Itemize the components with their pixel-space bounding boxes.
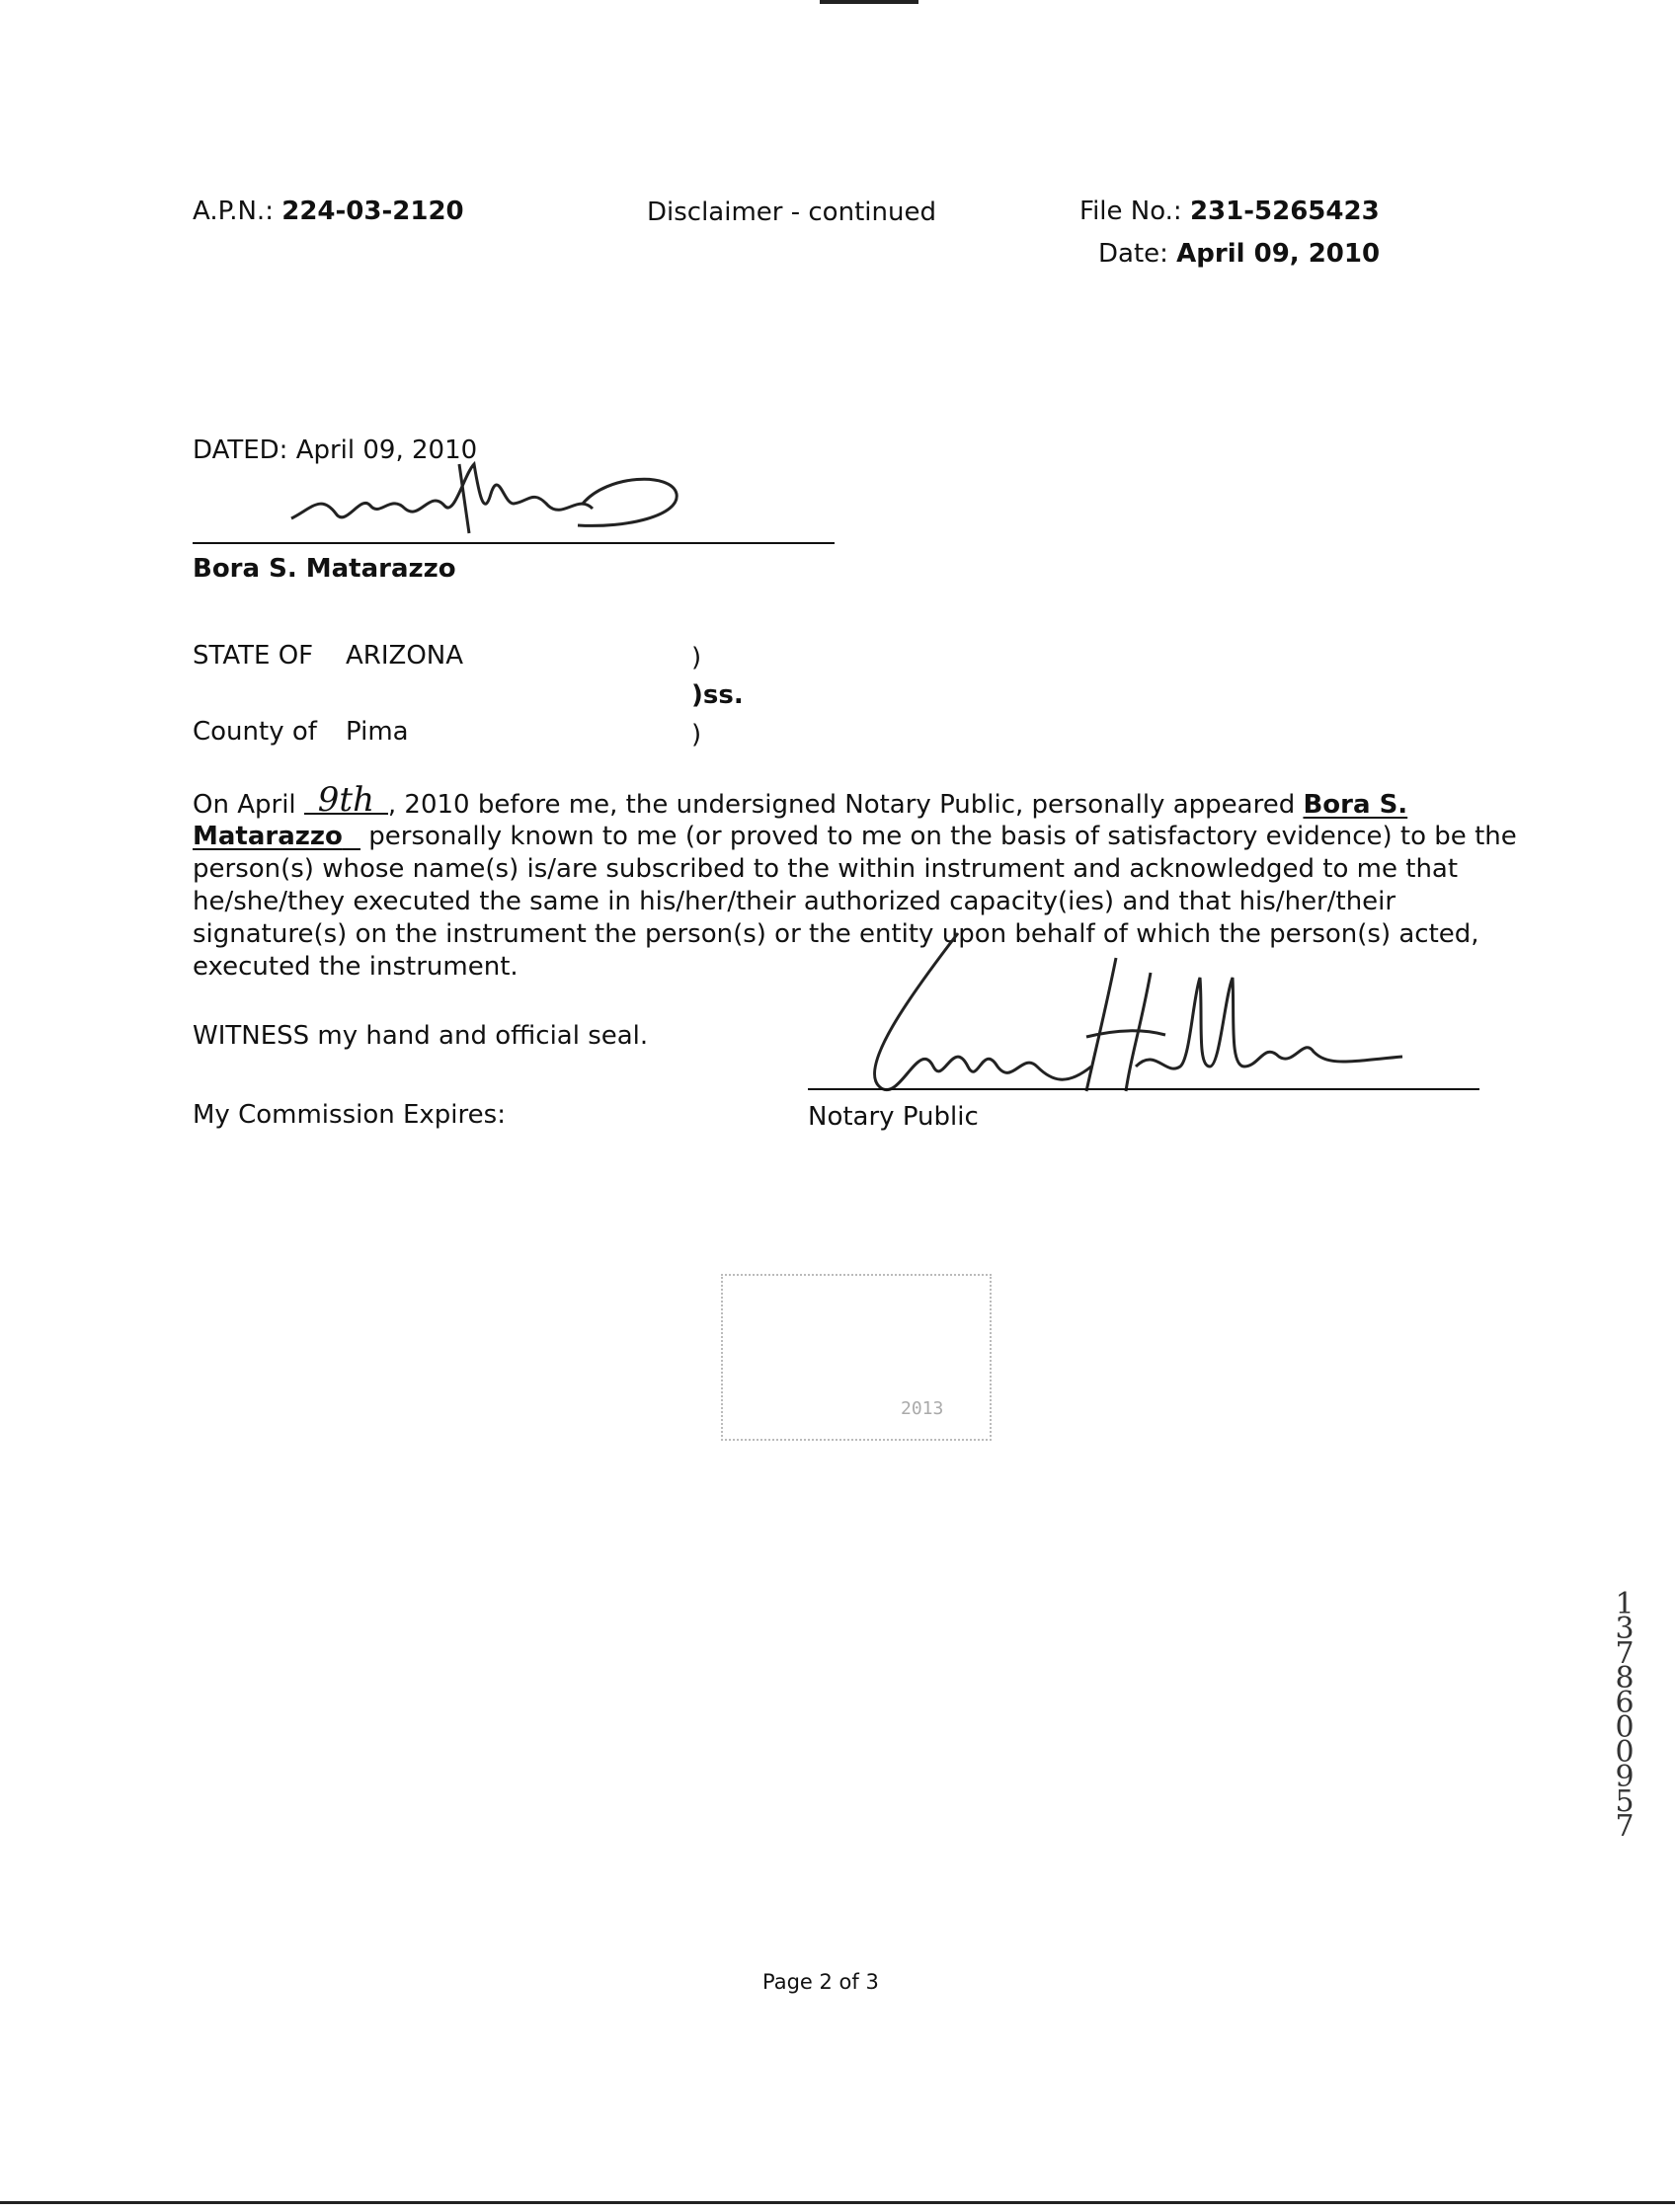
county-label: County of [193,717,317,747]
county-value: Pima [346,717,409,747]
ack-line-1: On April 9th , 2010 before me, the undersigned Notary Public, personally appeared Bora S. [193,780,1408,820]
file-value: 231-5265423 [1189,197,1380,226]
ack-line-2: Matarazzo personally known to me (or proved to me on the basis of satisfactory evidence) to be the [193,822,1517,851]
handwritten-day: 9th [304,787,388,815]
notary-public-label: Notary Public [808,1102,979,1132]
date-value: April 09, 2010 [1176,239,1381,269]
state-label: STATE OF [193,641,314,671]
paren-bottom: ) [691,720,702,750]
document-title: Disclaimer - continued [647,198,936,227]
date-label: Date: [1098,239,1168,269]
paren-top: ) [691,643,702,672]
bottom-edge-rule [0,2201,1675,2204]
recording-number: 1 3 7 8 6 0 0 9 5 7 [1615,1587,1635,1844]
file-number [1079,196,1380,228]
ack-line-6: executed the instrument. [193,952,518,982]
commission-expires: My Commission Expires: [193,1100,506,1130]
ack-line-5: signature(s) on the instrument the person(s) or the entity upon behalf of which the person(s) acted, [193,919,1479,949]
ss-marker: )ss. [691,680,744,710]
appearer-name-part2: Matarazzo [193,822,343,851]
ack-line-4: he/she/they executed the same in his/her/their authorized capacity(ies) and that his/her/their [193,887,1396,916]
appearer-name-part1: Bora S. [1303,790,1408,820]
ack-line-3: person(s) whose name(s) is/are subscribed to the within instrument and acknowledged to me that [193,854,1459,884]
apn [193,196,464,228]
notary-seal-stamp [721,1274,992,1441]
file-label: File No.: [1079,197,1182,226]
witness-statement: WITNESS my hand and official seal. [193,1021,649,1051]
top-edge-mark [820,0,918,4]
apn-label: A.P.N.: [193,197,274,226]
notary-signature-line [808,1088,1479,1090]
apn-value: 224-03-2120 [281,197,464,226]
signer-signature-line [193,542,835,544]
dated-value: April 09, 2010 [295,435,478,465]
page-number: Page 2 of 3 [762,1970,879,1994]
signer-name: Bora S. Matarazzo [193,554,456,584]
dated-label: DATED: [193,435,288,465]
state-value: ARIZONA [346,641,464,671]
notary-signature [810,918,1422,1116]
signer-signature [281,434,696,543]
stamp-line: 2013 [901,1398,944,1419]
header-date [1098,238,1380,271]
